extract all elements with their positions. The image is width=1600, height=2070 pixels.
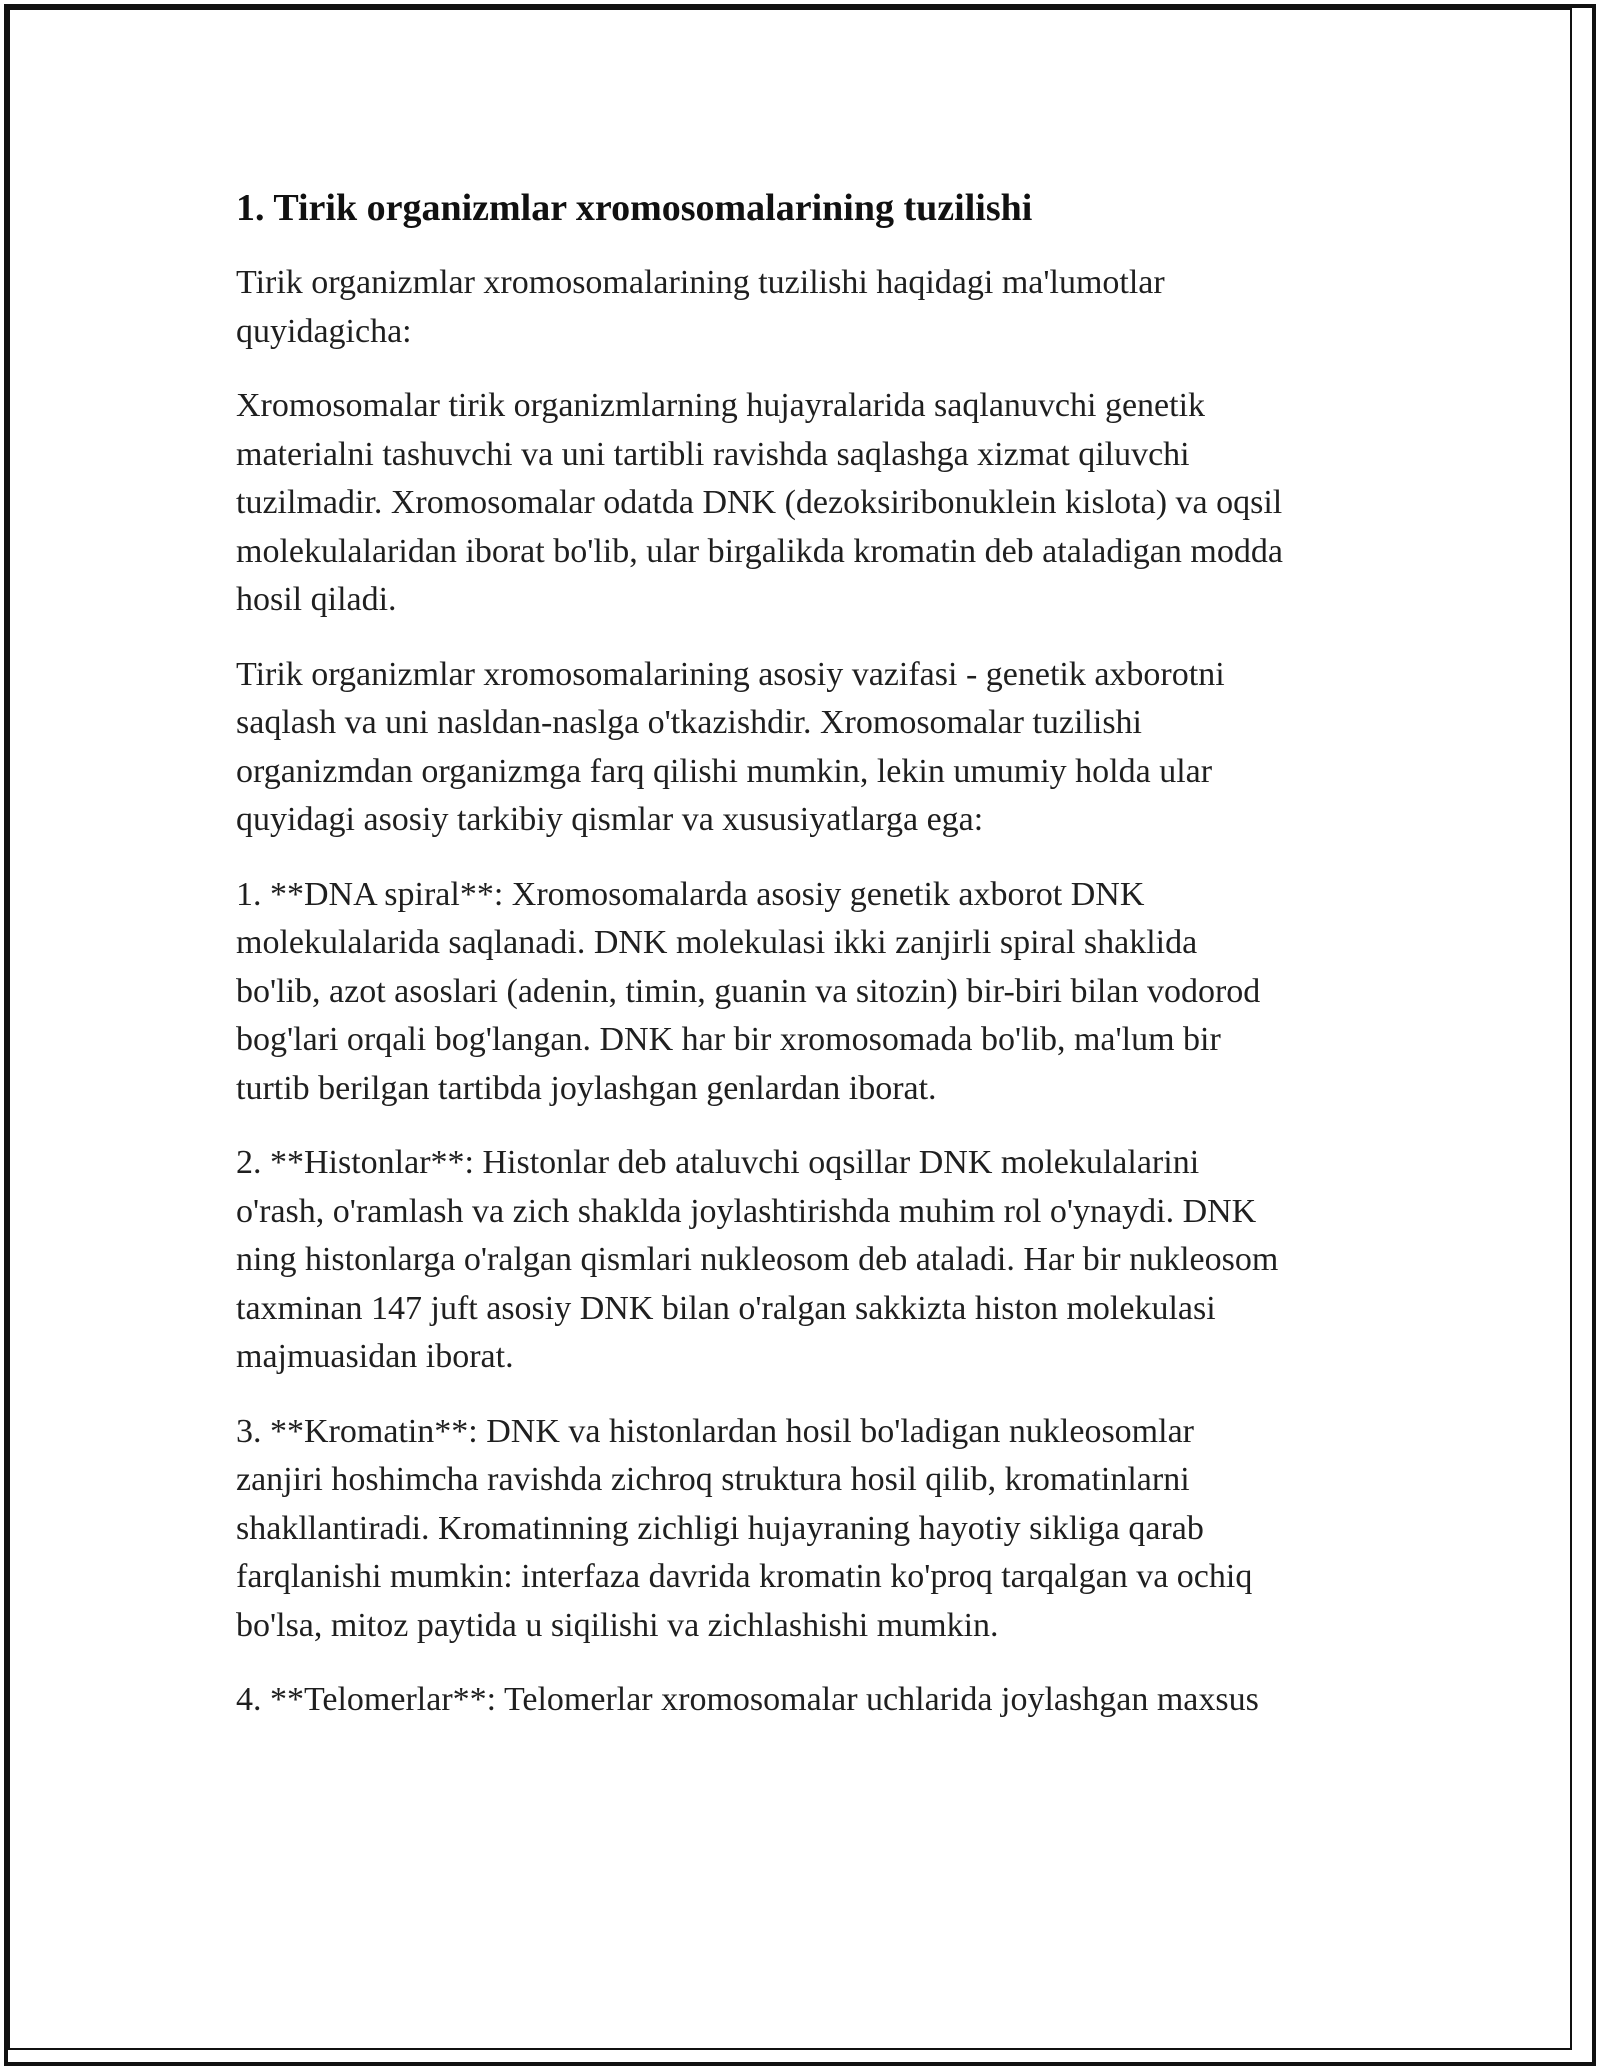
- chromosome-definition-paragraph: Xromosomalar tirik organizmlarning hujayralarida saqlanuvchi genetik materialni tashuvchi va uni tartibli ravishda saqlashga xizmat qiluvchi tuzilmadir. Xromosomalar odatda DNK (dezoksiribonuklein kislota) va oqsil molekulalaridan iborat bo'lib, ular birgalikda kromatin deb ataladigan modda hosil qiladi.: [236, 387, 1283, 619]
- list-item-histones: 2. **Histonlar**: Histonlar deb ataluvchi oqsillar DNK molekulalarini o'rash, o'ramlash va zich shaklda joylashtirishda muhim rol o'ynaydi. DNK ning histonlarga o'ralgan qismlari nukleosom deb ataladi. Har bir nukleosom taxminan 147 juft asosiy DNK bilan o'ralgan sakkizta histon molekulasi majmuasidan iborat.: [236, 1144, 1279, 1376]
- chromosome-function-paragraph: Tirik organizmlar xromosomalarining asosiy vazifasi - genetik axborotni saqlash va uni nasldan-naslga o'tkazishdir. Xromosomalar tuzilishi organizmdan organizmga farq qilishi mumkin, lekin umumiy holda ular quyidagi asosiy tarkibiy qismlar va xususiyatlarga ega:: [236, 655, 1225, 839]
- section-heading: 1. Tirik organizmlar xromosomalarining tuzilishi: [236, 187, 1033, 229]
- document-body: [236, 184, 1376, 1725]
- intro-paragraph: Tirik organizmlar xromosomalarining tuzilishi haqidagi ma'lumotlar quyidagicha:: [236, 264, 1165, 350]
- list-item-telomeres: 4. **Telomerlar**: Telomerlar xromosomalar uchlarida joylashgan maxsus: [236, 1681, 1259, 1719]
- list-item-dna-spiral: 1. **DNA spiral**: Xromosomalarda asosiy genetik axborot DNK molekulalarida saqlanadi. DNK molekulasi ikki zanjirli spiral shaklida bo'lib, azot asoslari (adenin, timin, guanin va sitozin) bir-biri bilan vodorod bog'lari orqali bog'langan. DNK har bir xromosomada bo'lib, ma'lum bir turtib berilgan tartibda joylashgan genlardan iborat.: [236, 875, 1261, 1107]
- list-item-chromatin: 3. **Kromatin**: DNK va histonlardan hosil bo'ladigan nukleosomlar zanjiri hoshimcha ravishda zichroq struktura hosil qilib, kromatinlarni shakllantiradi. Kromatinning zichligi hujayraning hayotiy sikliga qarab farqlanishi mumkin: interfaza davrida kromatin ko'proq tarqalgan va ochiq bo'lsa, mitoz paytida u siqilishi va zichlashishi mumkin.: [236, 1412, 1253, 1644]
